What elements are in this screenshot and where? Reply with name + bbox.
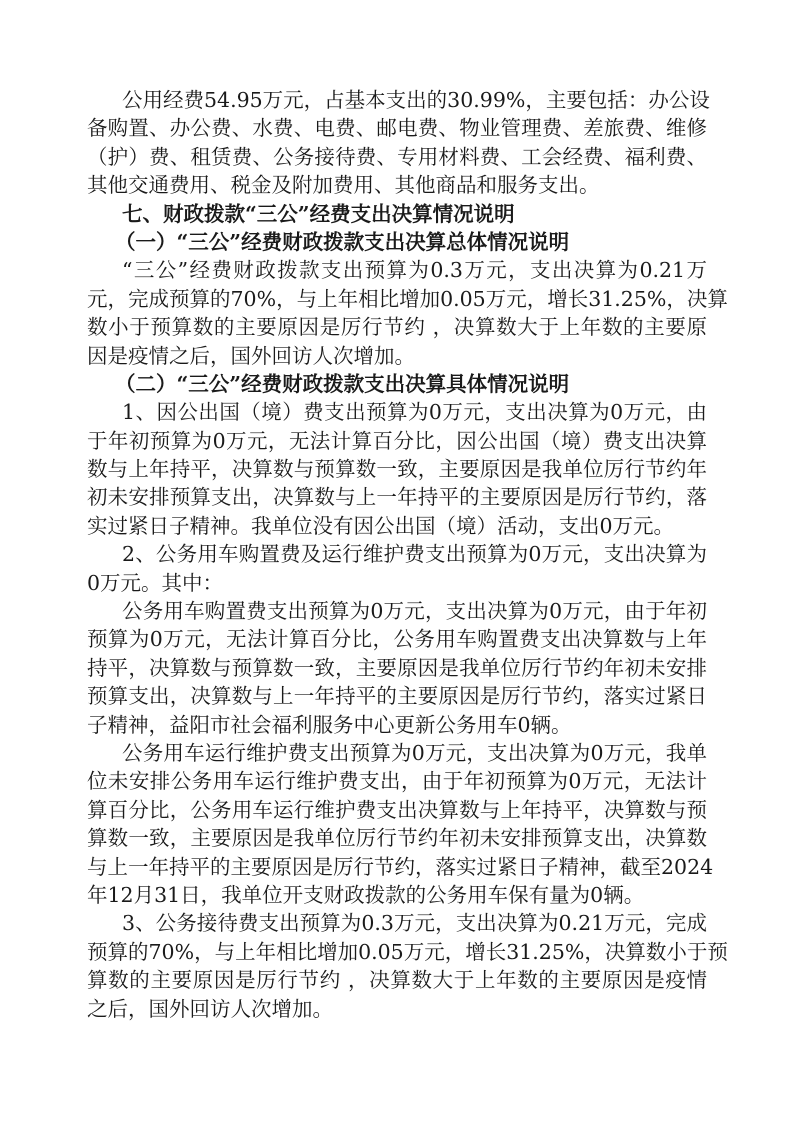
text-line: 2、公务用车购置费及运行维护费支出预算为0万元，支出决算为: [122, 542, 707, 567]
paragraph: [87, 540, 707, 597]
text-line: 因是疫情之后，国外回访人次增加。: [87, 343, 415, 368]
text-line: 算数一致，主要原因是我单位厉行节约年初未安排预算支出，决算数: [87, 826, 707, 851]
text-line: 算百分比，公务用车运行维护费支出决算数与上年持平，决算数与预: [87, 797, 707, 822]
text-line: “三公”经费财政拨款支出预算为0.3万元，支出决算为0.21万: [122, 258, 707, 283]
text-line: 预算支出，决算数与上一年持平的主要原因是厉行节约，落实过紧日: [87, 684, 707, 709]
text-line: 初未安排预算支出，决算数与上一年持平的主要原因是厉行节约，落: [87, 485, 707, 510]
heading-text: 七、财政拨款“三公”经费支出决算情况说明: [122, 201, 515, 226]
text-line: 预算的70%，与上年相比增加0.05万元，增长31.25%，决算数小于预: [87, 939, 728, 964]
text-line: 数与上年持平，决算数与预算数一致，主要原因是我单位厉行节约年: [87, 457, 707, 482]
text-line: 位未安排公务用车运行维护费支出，由于年初预算为0万元，无法计: [87, 769, 707, 794]
paragraph: [87, 739, 714, 909]
text-line: 于年初预算为0万元，无法计算百分比，因公出国（境）费支出决算: [87, 428, 707, 453]
paragraph: [87, 597, 707, 739]
heading-text: （一）“三公”经费财政拨款支出决算总体情况说明: [115, 229, 570, 254]
section-heading: [87, 370, 707, 398]
text-line: 公用经费54.95万元，占基本支出的30.99%，主要包括：办公设: [122, 88, 710, 112]
paragraph: [87, 398, 707, 540]
text-line: 持平，决算数与预算数一致，主要原因是我单位厉行节约年初未安排: [87, 655, 707, 680]
paragraph: [87, 909, 728, 1023]
text-line: （护）费、租赁费、公务接待费、专用材料费、工会经费、福利费、: [87, 144, 707, 169]
text-line: 之后，国外回访人次增加。: [87, 996, 333, 1021]
text-line: 公务用车购置费支出预算为0万元，支出决算为0万元，由于年初: [122, 599, 707, 624]
text-line: 预算为0万元，无法计算百分比，公务用车购置费支出决算数与上年: [87, 627, 707, 652]
text-line: 公务用车运行维护费支出预算为0万元，支出决算为0万元，我单: [122, 740, 707, 765]
text-line: 实过紧日子精神。我单位没有因公出国（境）活动，支出0万元。: [87, 513, 675, 538]
text-line: 与上一年持平的主要原因是厉行节约，落实过紧日子精神，截至2024: [87, 854, 714, 879]
text-line: 3、公务接待费支出预算为0.3万元，支出决算为0.21万元，完成: [122, 911, 707, 936]
paragraph: [87, 86, 710, 200]
text-line: 1、因公出国（境）费支出预算为0万元，支出决算为0万元，由: [122, 400, 707, 425]
text-line: 算数的主要原因是厉行节约 ，决算数大于上年数的主要原因是疫情: [87, 968, 707, 993]
text-line: 备购置、办公费、水费、电费、邮电费、物业管理费、差旅费、维修: [87, 116, 707, 141]
text-line: 数小于预算数的主要原因是厉行节约 ，决算数大于上年数的主要原: [87, 315, 707, 340]
text-line: 其他交通费用、税金及附加费用、其他商品和服务支出。: [87, 173, 600, 198]
document-page: [87, 86, 728, 1023]
heading-text: （二）“三公”经费财政拨款支出决算具体情况说明: [115, 371, 570, 396]
text-line: 年12月31日，我单位开支财政拨款的公务用车保有量为0辆。: [87, 882, 645, 907]
section-heading: [87, 200, 707, 228]
section-heading: [87, 228, 707, 256]
text-line: 元，完成预算的70%，与上年相比增加0.05万元，增长31.25%，决算: [87, 286, 728, 311]
text-line: 0万元。其中：: [87, 570, 224, 595]
paragraph: [87, 256, 728, 370]
text-line: 子精神，益阳市社会福利服务中心更新公务用车0辆。: [87, 712, 572, 737]
